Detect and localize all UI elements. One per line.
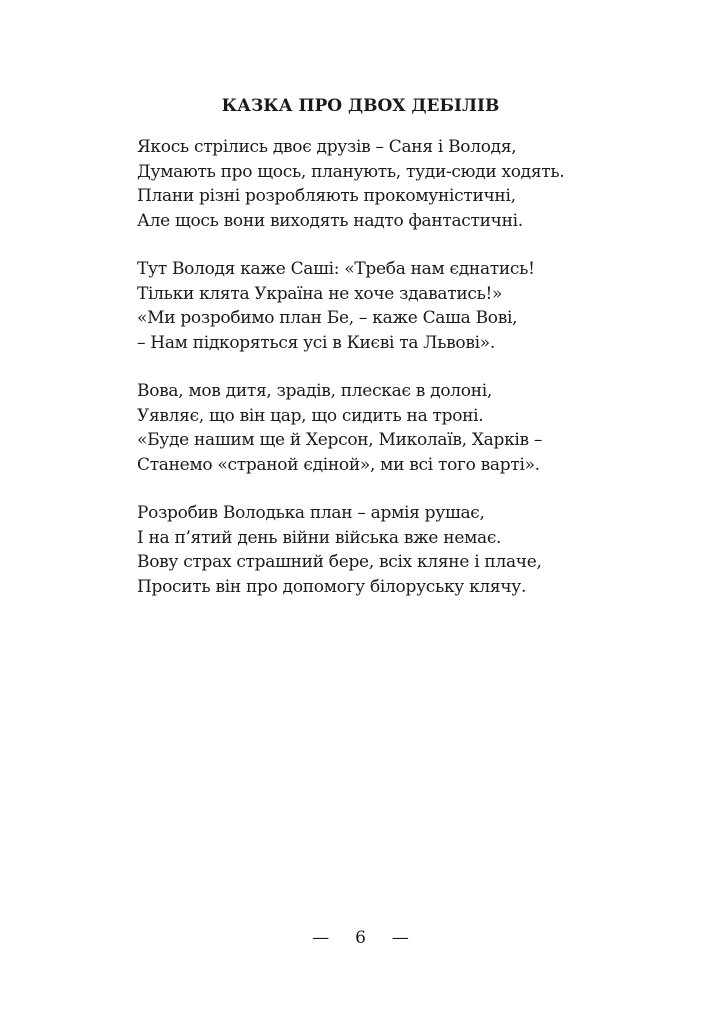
stanza-3	[137, 379, 697, 477]
stanza-1	[137, 135, 697, 233]
poem-line: Розробив Володька план – армія рушає,	[137, 503, 485, 523]
poem-line: Просить він про допомогу білоруську клячу.	[137, 576, 527, 597]
poem-line: Станемо «страной єдіной», ми всі того варті».	[137, 454, 540, 475]
poem-line: Думають про щось, планують, туди-сюди ходять.	[137, 161, 565, 182]
poem-line: І на п’ятий день війни війська вже немає.	[137, 527, 502, 548]
page-footer	[0, 928, 721, 948]
footer-dash-right: —	[391, 928, 409, 948]
page-number: 6	[355, 928, 366, 948]
poem-line: – Нам підкоряться усі в Києві та Львові».	[137, 332, 495, 353]
poem-line: «Буде нашим ще й Херсон, Миколаїв, Харків –	[137, 430, 543, 450]
stanza-2	[137, 257, 697, 355]
poem-line: Плани різні розробляють прокомуністичні,	[137, 186, 516, 206]
poem-line: Вову страх страшний бере, всіх кляне і плаче,	[137, 552, 542, 572]
poem-body	[137, 135, 697, 623]
poem-line: Тільки клята Україна не хоче здаватись!»	[137, 283, 503, 304]
poem-line: Але щось вони виходять надто фантастичні.	[137, 210, 523, 231]
poem-line: Уявляє, що він цар, що сидить на троні.	[137, 405, 484, 426]
poem-title: КАЗКА ПРО ДВОХ ДЕБІЛІВ	[221, 96, 500, 116]
poem-line: «Ми розробимо план Бе, – каже Саша Вові,	[137, 308, 518, 328]
poem-line: Якось стрілись двоє друзів – Саня і Володя,	[137, 137, 517, 157]
poem-line: Тут Володя каже Саші: «Треба нам єднатись!	[137, 259, 535, 279]
poem-line: Вова, мов дитя, зрадів, плескає в долоні,	[137, 381, 492, 401]
footer-dash-left: —	[312, 928, 330, 948]
stanza-4	[137, 501, 697, 599]
